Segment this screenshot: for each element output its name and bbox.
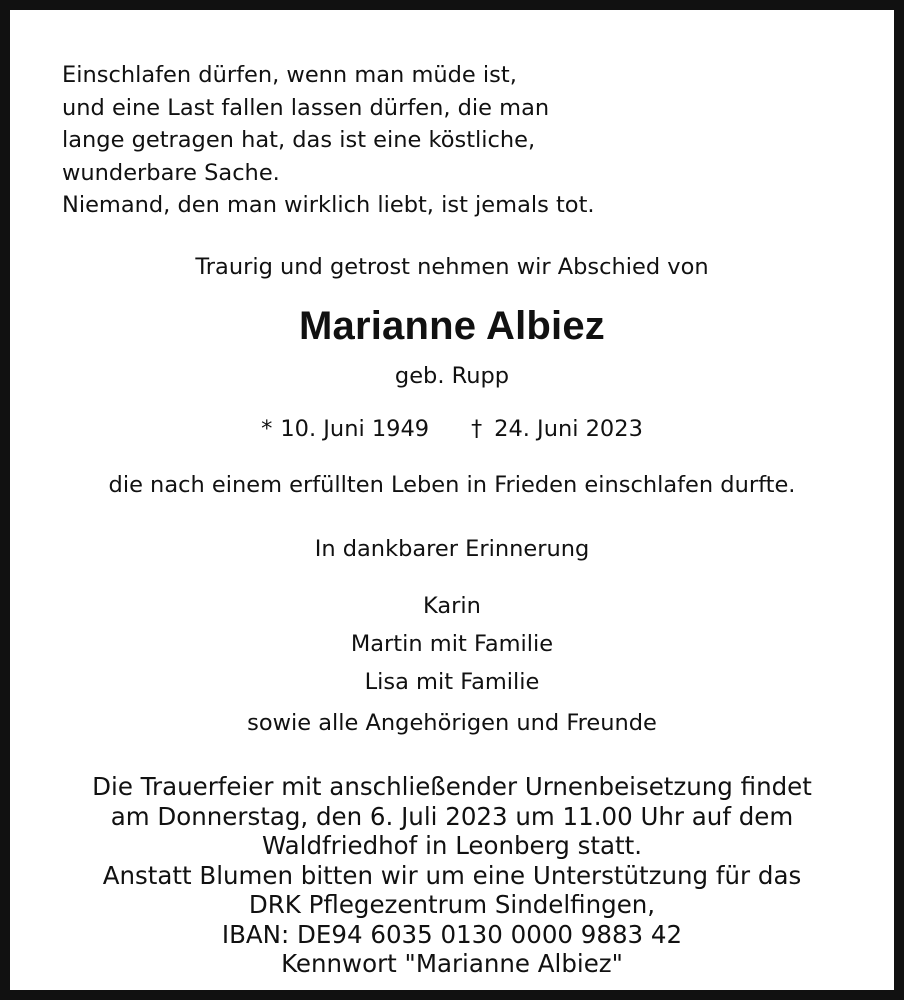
poem-line: Niemand, den man wirklich liebt, ist jemals tot. — [62, 192, 595, 218]
service-info-line: DRK Pflegezentrum Sindelfingen, — [248, 890, 656, 919]
mourner-name: Martin mit Familie — [350, 631, 554, 657]
poem-line: wunderbare Sache. — [62, 159, 280, 186]
poem-block — [62, 59, 595, 222]
service-info-line: am Donnerstag, den 6. Juli 2023 um 11.00 Uhr auf dem — [110, 801, 794, 831]
memory-text: In dankbarer Erinnerung — [314, 536, 590, 562]
death-date: 24. Juni 2023 — [494, 416, 643, 442]
deceased-name: Marianne Albiez — [298, 304, 606, 348]
death-cross-icon: † — [471, 417, 483, 442]
intro-text: Traurig und getrost nehmen wir Abschied von — [195, 254, 709, 280]
service-info-line: Waldfriedhof in Leonberg statt. — [261, 831, 642, 860]
service-info-line: Die Trauerfeier mit anschließender Urnenbeisetzung findet — [92, 772, 812, 801]
life-dates — [10, 418, 894, 441]
poem-line: und eine Last fallen lassen dürfen, die man — [62, 94, 550, 121]
maiden-name: geb. Rupp — [394, 363, 510, 389]
service-info-line: Anstatt Blumen bitten wir um eine Unterstützung für das — [102, 860, 802, 890]
poem-line: lange getragen hat, das ist eine köstliche, — [62, 127, 536, 153]
service-info — [10, 772, 894, 979]
mourner-name: Karin — [423, 593, 481, 619]
birth-star-icon: * — [261, 416, 273, 442]
bank-iban: IBAN: DE94 6035 0130 0000 9883 42 — [221, 919, 683, 949]
poem-line: Einschlafen dürfen, wenn man müde ist, — [62, 62, 517, 88]
mourner-name: Lisa mit Familie — [364, 669, 540, 695]
birth-date: 10. Juni 1949 — [280, 416, 430, 442]
donation-keyword: Kennwort "Marianne Albiez" — [281, 949, 623, 978]
mourner-name: sowie alle Angehörigen und Freunde — [247, 710, 657, 736]
passing-text: die nach einem erfüllten Leben in Frieden einschlafen durfte. — [108, 472, 796, 498]
